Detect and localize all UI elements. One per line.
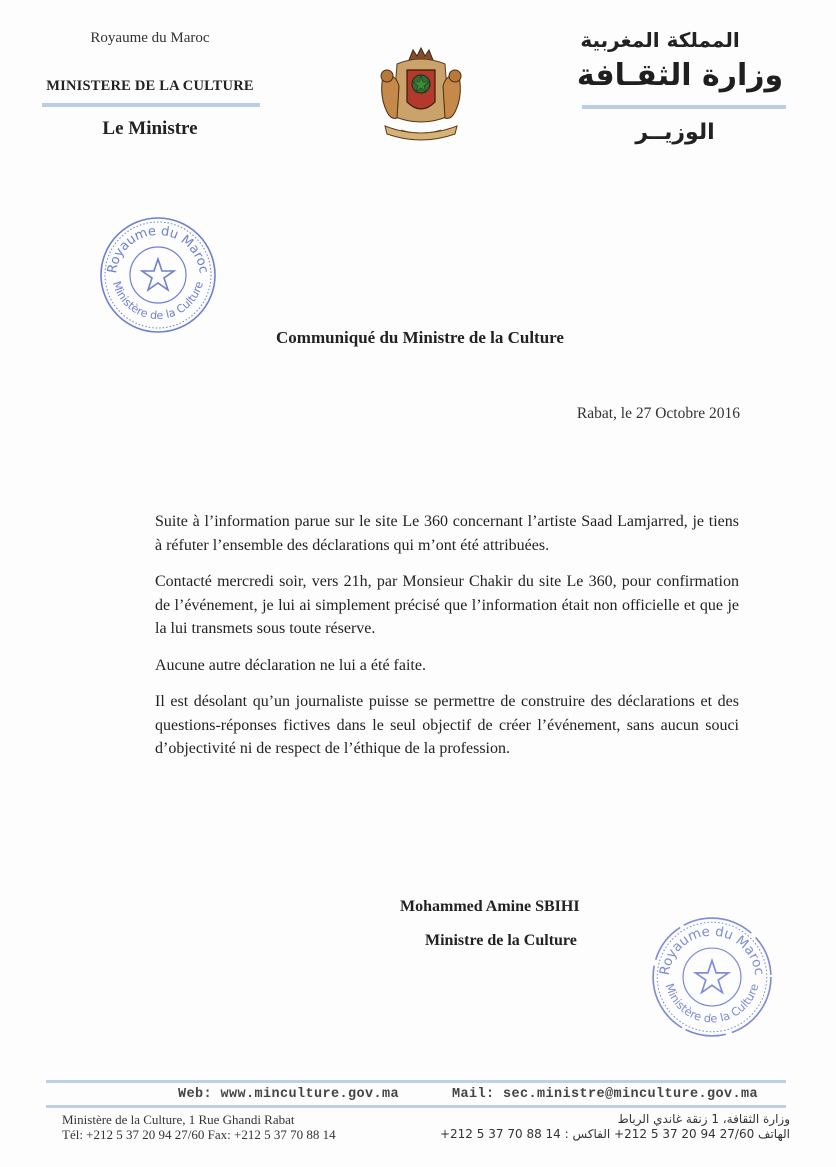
paragraph-1-text: Suite à l’information parue sur le site Le 360 concernant l’artiste Saad Lamjarred, je tiens à réfuter l’ensemble des déclarations qui m’ont été attribuées.: [155, 513, 739, 554]
stamp-bottom-text: Ministère de la Culture: [662, 981, 762, 1026]
coat-of-arms-icon: [375, 46, 467, 144]
header-ministry-fr: MINISTERE DE LA CULTURE: [46, 78, 254, 94]
header-minister-ar: الوزيــر: [635, 120, 715, 145]
paragraph-1: [155, 510, 739, 557]
paragraph-3: [155, 654, 739, 678]
stamp-top-text: Royaume du Maroc: [105, 223, 211, 275]
header-rule-right: [582, 105, 786, 109]
header-rule-left: [42, 103, 260, 107]
official-stamp-icon: [98, 215, 218, 335]
footer-mail: Mail: sec.ministre@minculture.gov.ma: [452, 1087, 759, 1102]
stamp-top-text: Royaume du Maroc: [657, 924, 767, 977]
document-title: Communiqué du Ministre de la Culture: [276, 328, 564, 347]
signatory-title: Ministre de la Culture: [425, 932, 577, 949]
footer-address-fr: [62, 1112, 336, 1142]
stamp-bottom-text: Ministère de la Culture: [109, 279, 206, 323]
place-date: Rabat, le 27 Octobre 2016: [576, 405, 740, 422]
footer-web: Web: www.minculture.gov.ma: [178, 1087, 400, 1102]
paragraph-2: [155, 570, 739, 641]
footer-address-line2: Tél: +212 5 37 20 94 27/60 Fax: +212 5 37 70 88 14: [62, 1127, 336, 1142]
paragraph-3-text: Aucune autre déclaration ne lui a été faite.: [155, 656, 426, 674]
paragraph-4-text: Il est désolant qu’un journaliste puisse se permettre de construire des déclarations et des questions-réponses fictives dans le seul objectif de créer l’événement, sans aucun souci d’objectivité ni de respect de l’éthique de la profession.: [155, 693, 739, 757]
footer-rule-top: [46, 1080, 786, 1083]
official-stamp-icon: [650, 915, 774, 1039]
footer-address-ar-line2: الهاتف 27/60 94 20 37 5 212+ الفاكس : 14 88 70 37 5 212+: [439, 1127, 790, 1141]
footer-rule-bottom: [46, 1105, 786, 1108]
footer-address-ar: [440, 1112, 790, 1142]
signatory-name: Mohammed Amine SBIHI: [400, 898, 580, 915]
paragraph-2-text: Contacté mercredi soir, vers 21h, par Monsieur Chakir du site Le 360, pour confirmation de l’événement, je lui ai simplement précisé que l’information était non officielle et que je la lui transmets sous toute réserve.: [155, 573, 739, 637]
paragraph-4: [155, 690, 739, 761]
header-ministry-ar: وزارة الثقـافة: [576, 58, 784, 93]
footer-address-ar-line1: وزارة الثقافة، 1 زنقة غاندي الرباط: [617, 1112, 790, 1126]
footer-address-line1: Ministère de la Culture, 1 Rue Ghandi Rabat: [62, 1112, 295, 1127]
communique-body: [155, 510, 739, 774]
header-kingdom-ar: المملكة المغربية: [580, 28, 740, 52]
header-kingdom-fr: Royaume du Maroc: [90, 30, 210, 46]
header-minister-fr: Le Ministre: [102, 118, 198, 139]
